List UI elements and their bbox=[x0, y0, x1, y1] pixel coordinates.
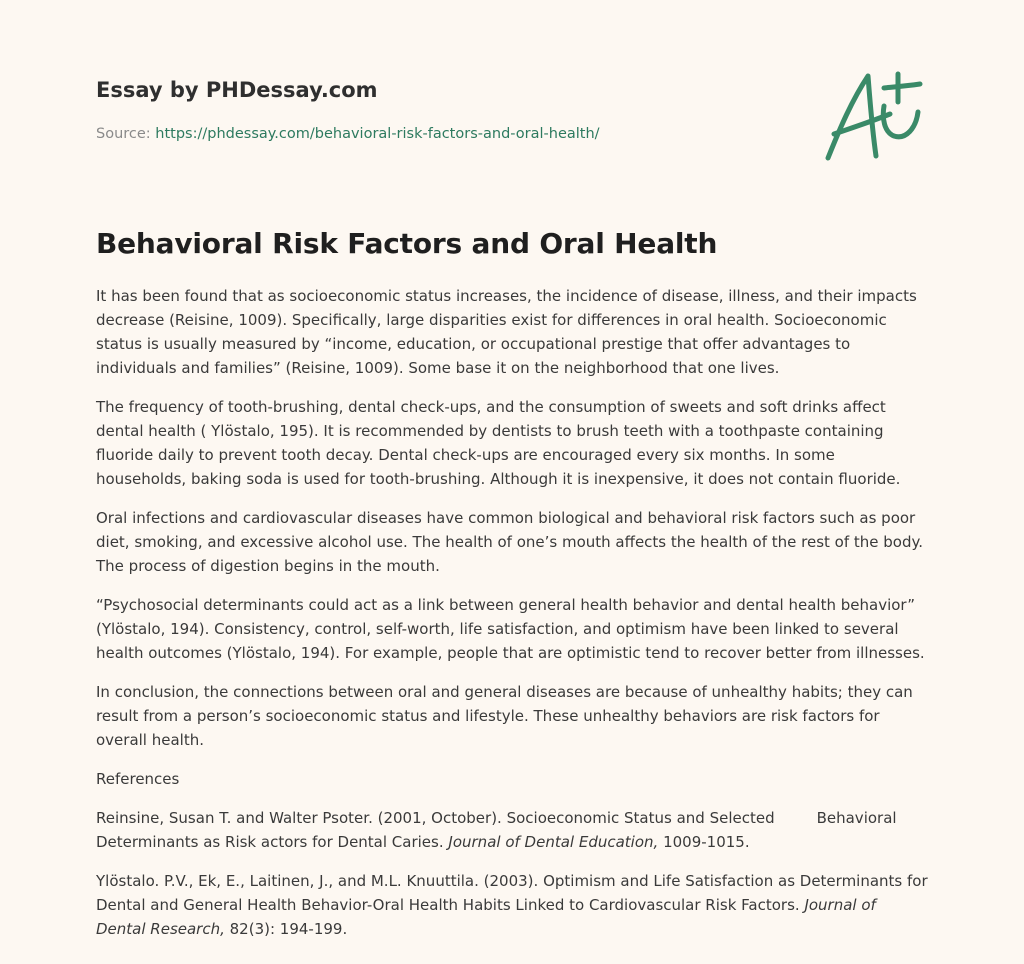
source-link[interactable]: https://phdessay.com/behavioral-risk-factors-and-oral-health/ bbox=[155, 126, 600, 142]
site-header bbox=[96, 76, 796, 144]
paragraph-3: Oral infections and cardiovascular diseases have common biological and behavioral risk factors such as poor diet, smoking, and excessive alcohol use. The health of one’s mouth affects the health of the rest of the body. The process of digestion begins in the mouth. bbox=[96, 509, 923, 575]
source-label: Source: bbox=[96, 126, 151, 142]
reference-1-part-1: Reinsine, Susan T. and Walter Psoter. (2001, October). Socioeconomic Status and Selected bbox=[96, 809, 775, 827]
a-plus-grade-icon bbox=[818, 66, 930, 166]
reference-2 bbox=[96, 869, 928, 941]
reference-1 bbox=[96, 806, 928, 854]
paragraph-5: In conclusion, the connections between oral and general diseases are because of unhealthy habits; they can result from a person’s socioeconomic status and lifestyle. These unhealthy behaviors are risk factors for overall health. bbox=[96, 683, 913, 749]
reference-1-pages: 1009-1015. bbox=[658, 833, 750, 851]
paragraph-1: It has been found that as socioeconomic status increases, the incidence of disease, illness, and their impacts decrease (Reisine, 1009). Specifically, large disparities exist for differences in oral health. Socioeconomic status is usually measured by “income, education, or occupational prestige that offer advantages to individuals and families” (Reisine, 1009). Some base it on the neighborhood that one lives. bbox=[96, 287, 917, 377]
reference-2-text: Ylöstalo. P.V., Ek, E., Laitinen, J., and M.L. Knuuttila. (2003). Optimism and Life Satisfaction as Determinants for Dental and General Health Behavior-Oral Health Habits Linked to Cardiovascular Risk Factors. bbox=[96, 872, 928, 914]
reference-2-pages: 82(3): 194-199. bbox=[224, 920, 348, 938]
paragraph-4: “Psychosocial determinants could act as a link between general health behavior and dental health behavior” (Ylöstalo, 194). Consistency, control, self-worth, life satisfaction, and optimism have been linked to several health outcomes (Ylöstalo, 194). For example, people that are optimistic tend to recover better from illnesses. bbox=[96, 596, 925, 662]
essay-content bbox=[96, 226, 928, 956]
reference-1-part-2: Behavioral Determinants as Risk actors for Dental Caries. bbox=[96, 809, 897, 851]
reference-1-journal: Journal of Dental Education, bbox=[448, 833, 659, 851]
reference-2-journal: Journal of Dental Research, bbox=[96, 896, 876, 938]
paragraph-2: The frequency of tooth-brushing, dental check-ups, and the consumption of sweets and soft drinks affect dental health ( Ylöstalo, 195). It is recommended by dentists to brush teeth with a toothpaste containing fluoride daily to prevent tooth decay. Dental check-ups are encouraged every six months. In some households, baking soda is used for tooth-brushing. Although it is inexpensive, it does not contain fluoride. bbox=[96, 398, 901, 488]
essay-title: Behavioral Risk Factors and Oral Health bbox=[96, 227, 718, 260]
references-heading: References bbox=[96, 770, 180, 788]
brand-name: Essay by PHDessay.com bbox=[96, 78, 378, 102]
source-line bbox=[96, 124, 796, 144]
